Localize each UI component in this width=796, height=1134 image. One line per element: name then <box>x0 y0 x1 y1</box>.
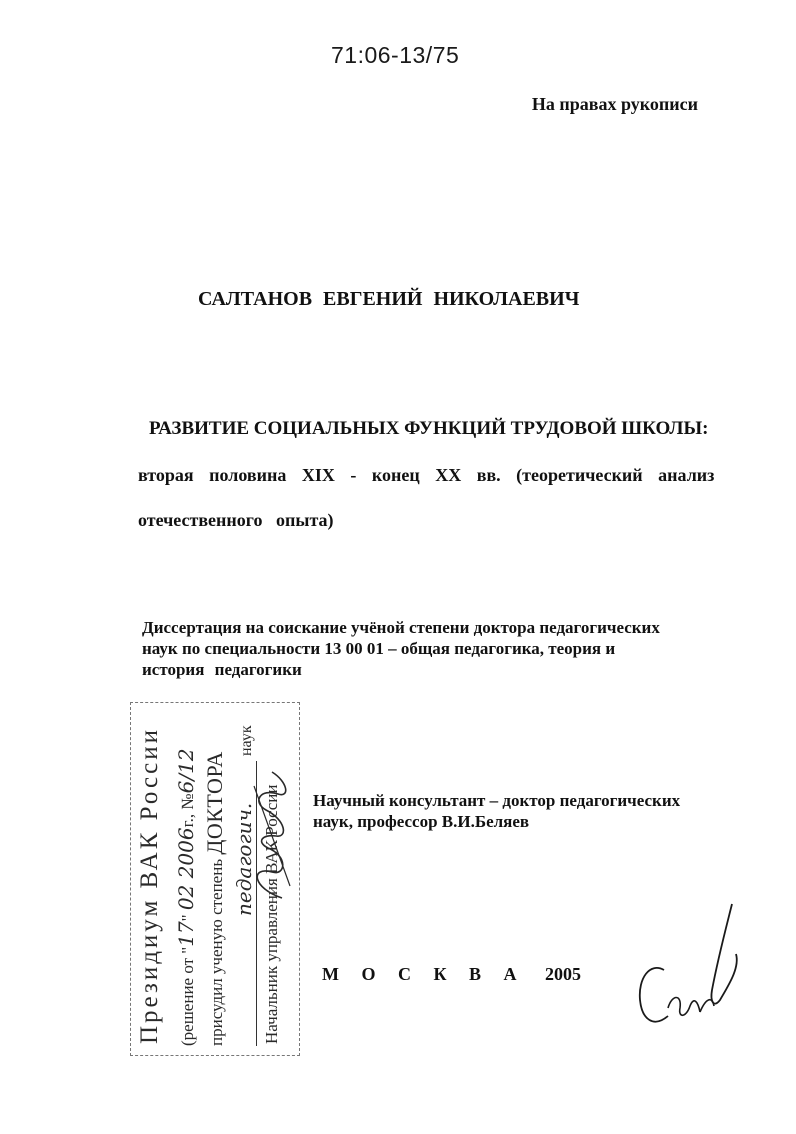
author-name: САЛТАНОВ ЕВГЕНИЙ НИКОЛАЕВИЧ <box>198 288 580 310</box>
consultant-line1: Научный консультант – доктор педагогических <box>313 791 681 810</box>
stamp-line-presidium: Президиум ВАК России <box>136 727 163 1044</box>
vak-stamp <box>130 702 300 1056</box>
rights-note: На правах рукописи <box>531 94 698 114</box>
year: 2005 <box>545 964 582 984</box>
dissertation-line2: наук по специальности 13 00 01 – общая педагогика, теория и <box>142 639 616 658</box>
thesis-subtitle-line1: вторая половина XIX - конец XX вв. (теоретический анализ <box>138 465 715 485</box>
dissertation-line3: история педагогики <box>142 660 302 679</box>
stamp-line-head: Начальник управления ВАК России <box>262 784 281 1044</box>
stamp-line-degree <box>202 751 228 1046</box>
dissertation-description <box>142 617 660 680</box>
author-signature-icon <box>628 898 740 1038</box>
stamp-decision-number: 6/12 <box>174 748 198 794</box>
stamp-line-decision <box>174 748 198 1046</box>
thesis-subtitle-line2: отечественного опыта) <box>138 510 334 530</box>
dissertation-line1: Диссертация на соискание учёной степени доктора педагогических <box>142 618 660 637</box>
stamp-decision-date: 02 2006 <box>174 827 198 911</box>
stamp-degree: ДОКТОРА <box>202 751 227 855</box>
stamp-decision-quote: " <box>178 914 197 922</box>
stamp-decision-prefix: (решение от " <box>178 946 197 1046</box>
stamp-degree-prefix: присудил ученую степень <box>207 858 226 1046</box>
thesis-title: РАЗВИТИЕ СОЦИАЛЬНЫХ ФУНКЦИЙ ТРУДОВОЙ ШКОЛЫ: <box>149 418 709 439</box>
stamp-signature-icon <box>242 766 300 906</box>
stamp-field: педагогич. <box>232 802 256 916</box>
scientific-consultant <box>313 790 680 832</box>
registry-code: 71:06-13/75 <box>331 42 460 68</box>
stamp-decision-day: 17 <box>174 921 198 947</box>
city: М О С К В А <box>322 964 526 984</box>
city-year <box>322 964 581 985</box>
stamp-field-suffix: наук <box>238 725 255 756</box>
consultant-line2: наук, профессор В.И.Беляев <box>313 812 530 831</box>
stamp-decision-suffix: г., № <box>178 793 197 828</box>
